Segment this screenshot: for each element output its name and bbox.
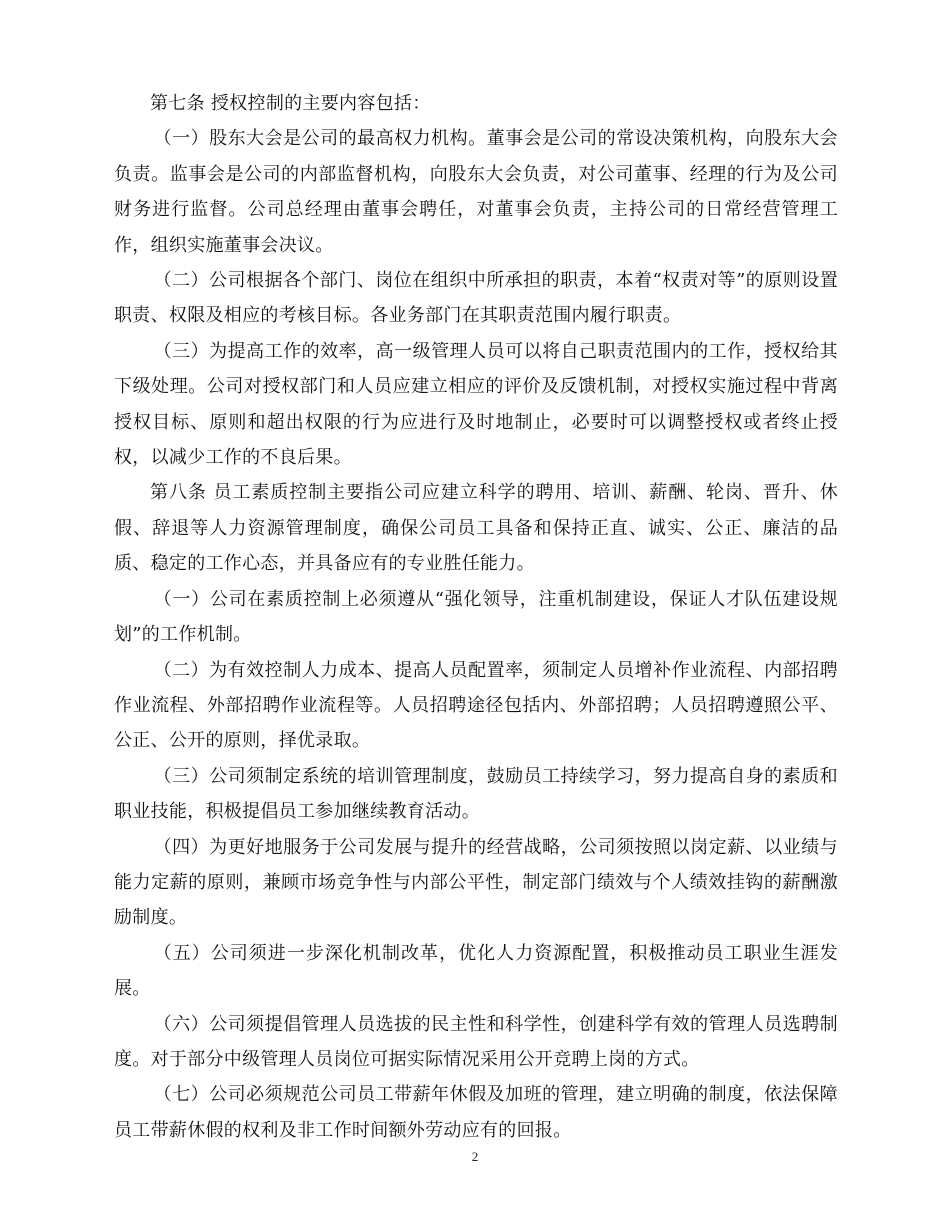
article-8-item-2: （二）为有效控制人力成本、提高人员配置率，须制定人员增补作业流程、内部招聘作业流程、外部招聘作业流程等。人员招聘途径包括内、外部招聘；人员招聘遵照公平、公正、公开的原则，择优录取。 bbox=[114, 659, 838, 752]
article-8-item-3: （三）公司须制定系统的培训管理制度，鼓励员工持续学习，努力提高自身的素质和职业技能，积极提倡员工参加继续教育活动。 bbox=[114, 765, 838, 823]
article-7-item-2: （二）公司根据各个部门、岗位在组织中所承担的职责，本着“权责对等”的原则设置职责、权限及相应的考核目标。各业务部门在其职责范围内履行职责。 bbox=[114, 270, 838, 327]
article-8-item-1: （一）公司在素质控制上必须遵从“强化领导，注重机制建设，保证人才队伍建设规划”的工作机制。 bbox=[114, 588, 838, 646]
article-7-heading: 第七条 授权控制的主要内容包括： bbox=[150, 93, 431, 114]
article-8-item-6: （六）公司须提倡管理人员选拔的民主性和科学性，创建科学有效的管理人员选聘制度。对于部分中级管理人员岗位可据实际情况采用公开竞聘上岗的方式。 bbox=[114, 1013, 838, 1070]
article-7-item-1: （一）股东大会是公司的最高权力机构。董事会是公司的常设决策机构，向股东大会负责。监事会是公司的内部监督机构，向股东大会负责，对公司董事、经理的行为及公司财务进行监督。公司总经理由董事会聘任，对董事会负责，主持公司的日常经营管理工作，组织实施董事会决议。 bbox=[114, 128, 838, 256]
article-8-item-4: （四）为更好地服务于公司发展与提升的经营战略，公司须按照以岗定薪、以业绩与能力定薪的原则，兼顾市场竞争性与内部公平性，制定部门绩效与个人绩效挂钩的薪酬激励制度。 bbox=[114, 836, 838, 929]
page-number: 2 bbox=[471, 1149, 479, 1164]
article-7-item-3: （三）为提高工作的效率，高一级管理人员可以将自己职责范围内的工作，授权给其下级处理。公司对授权部门和人员应建立相应的评价及反馈机制，对授权实施过程中背离授权目标、原则和超出权限的行为应进行及时地制止，必要时可以调整授权或者终止授权，以减少工作的不良后果。 bbox=[114, 340, 838, 469]
document-body bbox=[114, 86, 838, 1148]
article-8-item-7: （七）公司必须规范公司员工带薪年休假及加班的管理，建立明确的制度，依法保障员工带薪休假的权利及非工作时间额外劳动应有的回报。 bbox=[114, 1084, 838, 1141]
article-8-item-5: （五）公司须进一步深化机制改革，优化人力资源配置，积极推动员工职业生涯发展。 bbox=[114, 942, 838, 1000]
article-8-paragraph: 第八条 员工素质控制主要指公司应建立科学的聘用、培训、薪酬、轮岗、晋升、休假、辞退等人力资源管理制度，确保公司员工具备和保持正直、诚实、公正、廉洁的品质、稳定的工作心态，并具备应有的专业胜任能力。 bbox=[114, 482, 838, 575]
